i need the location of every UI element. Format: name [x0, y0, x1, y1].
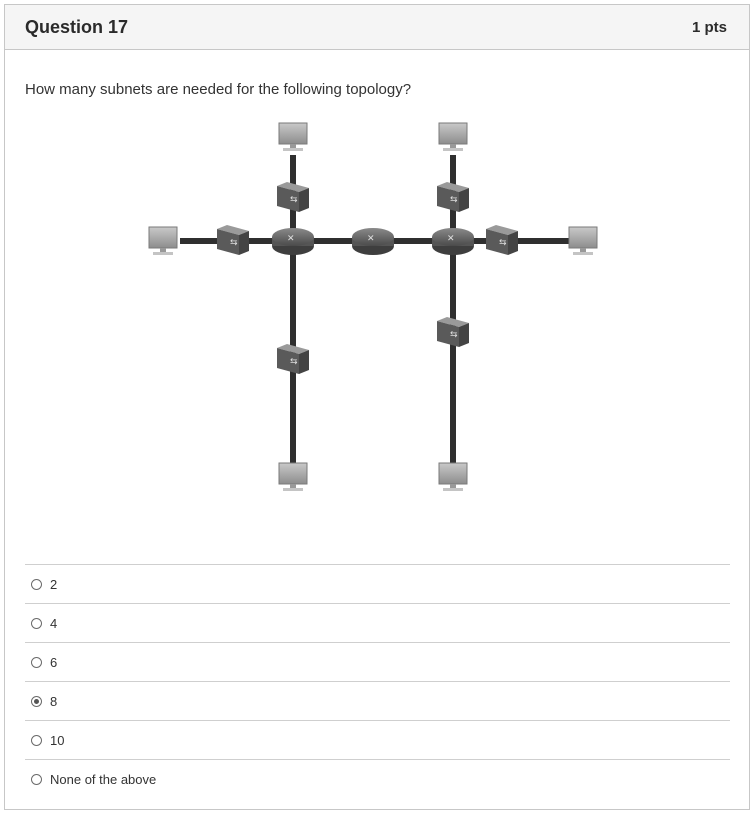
svg-text:⇆: ⇆: [450, 195, 458, 205]
radio-button[interactable]: [31, 735, 42, 746]
svg-text:⇆: ⇆: [290, 357, 298, 367]
question-points: 1 pts: [691, 18, 727, 36]
computer-icon: [439, 123, 467, 151]
computer-icon: [569, 227, 597, 255]
svg-text:✕: ✕: [447, 234, 455, 244]
switch-icon: [277, 182, 309, 212]
router-icon: [432, 228, 474, 255]
question-text: How many subnets are needed for the following topology?: [25, 81, 412, 98]
answer-option[interactable]: [25, 642, 730, 681]
answer-option[interactable]: [25, 681, 730, 720]
question-card: [4, 4, 750, 810]
svg-text:⇆: ⇆: [450, 330, 458, 340]
answer-option[interactable]: [25, 564, 730, 603]
answer-option[interactable]: [25, 759, 730, 798]
answer-option[interactable]: [25, 720, 730, 759]
svg-text:✕: ✕: [287, 234, 295, 244]
network-topology-diagram: [5, 5, 751, 525]
answer-label: 2: [50, 576, 58, 592]
switch-icon: [486, 225, 518, 255]
computer-icon: [149, 227, 177, 255]
answer-label: 8: [50, 693, 58, 709]
radio-button[interactable]: [31, 657, 42, 668]
answer-list: [25, 564, 730, 798]
question-title: Question 17: [25, 16, 129, 37]
switch-icon: [277, 344, 309, 374]
switch-icon: [217, 225, 249, 255]
computer-icon: [279, 123, 307, 151]
radio-button[interactable]: [31, 579, 42, 590]
switch-icon: [437, 317, 469, 347]
svg-text:⇆: ⇆: [290, 195, 298, 205]
computer-icon: [439, 463, 467, 491]
answer-option[interactable]: [25, 603, 730, 642]
answer-label: 6: [50, 654, 58, 670]
router-icon: [272, 228, 314, 255]
switch-icon: [437, 182, 469, 212]
svg-text:✕: ✕: [367, 234, 375, 244]
radio-button[interactable]: [31, 618, 42, 629]
radio-button-selected[interactable]: [31, 696, 42, 707]
answer-label: None of the above: [50, 771, 157, 787]
router-icon: [352, 228, 394, 255]
computer-icon: [279, 463, 307, 491]
answer-label: 4: [50, 615, 58, 631]
svg-text:⇆: ⇆: [499, 238, 507, 248]
svg-text:⇆: ⇆: [230, 238, 238, 248]
network-links: [180, 155, 570, 465]
answer-label: 10: [50, 732, 65, 748]
radio-button[interactable]: [31, 774, 42, 785]
